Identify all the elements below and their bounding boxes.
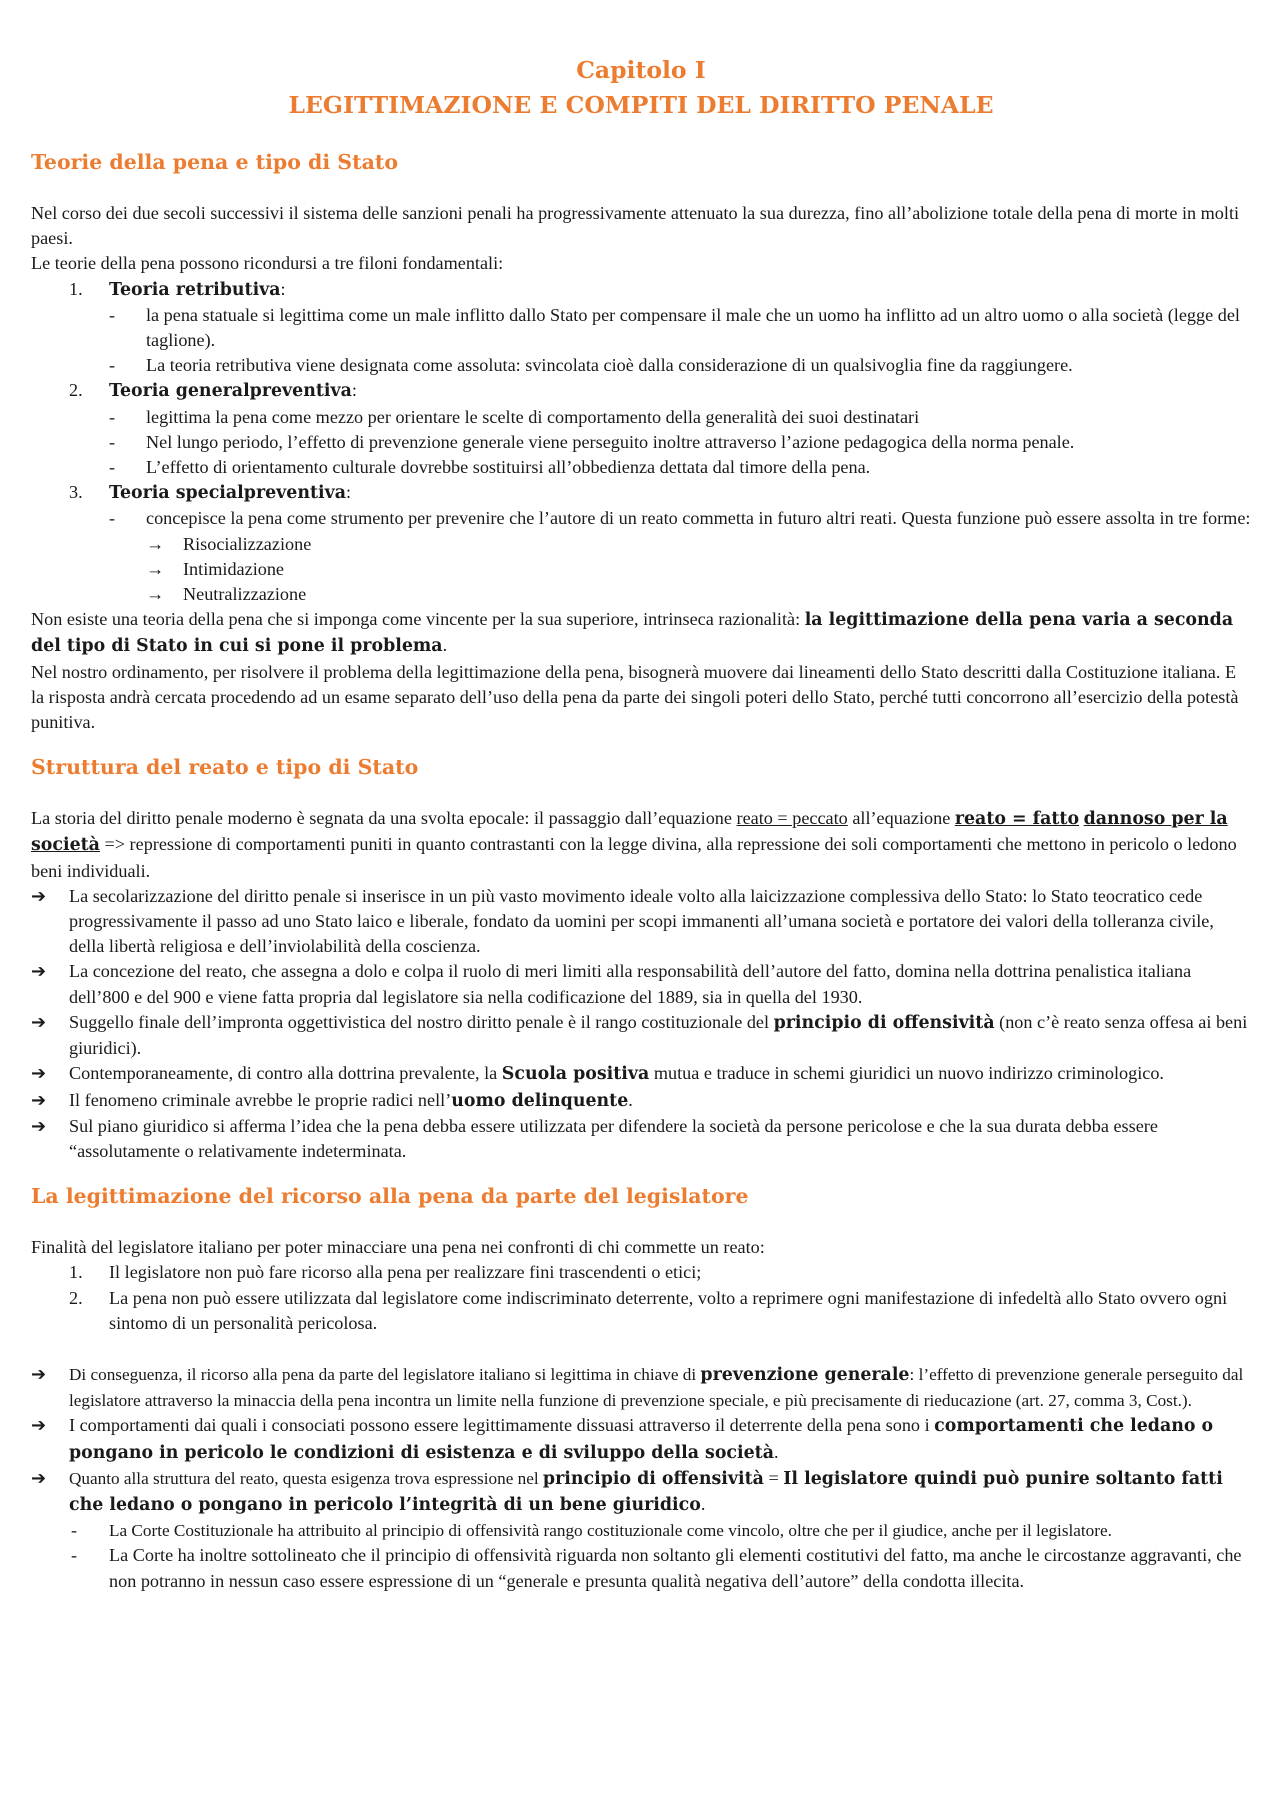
arrow-icon: → — [146, 533, 165, 554]
bullet-arrow-icon: ➔ — [31, 1089, 47, 1111]
arrow-item: → Intimidazione — [31, 557, 1251, 582]
dash-item: - la pena statuale si legittima come un male inflitto dallo Stato per compensare il male che un uomo ha inflitto ad un altro uomo o alla società (legge del taglione). — [109, 304, 1240, 351]
bold-term: principio di offensività — [773, 1012, 995, 1033]
bold-term: dannoso per la società — [31, 809, 1228, 856]
arrow-icon: → — [146, 558, 165, 579]
bullet-arrow-icon: ➔ — [31, 1467, 47, 1489]
section-heading-struttura: Struttura del reato e tipo di Stato — [31, 755, 419, 780]
bullet-item: ➔ I comportamenti dai quali i consociati possono essere legittimamente dissuasi attraverso il deterrente della pena sono i comportamenti che ledano o pongano in pericolo le condizioni di esistenza e di sviluppo della società. — [31, 1415, 1214, 1463]
bullet-arrow-icon: ➔ — [31, 1011, 47, 1033]
bullet-item: ➔ Suggello finale dell’impronta oggettivistica del nostro diritto penale è il rango costituzionale del principio di offensività (non c’è reato senza offesa ai beni giuridici). — [31, 1011, 1248, 1059]
paragraph: Nel corso dei due secoli successivi il sistema delle sanzioni penali ha progressivamente attenuato la sua durezza, fino all’abolizione totale della pena di morte in molti paesi. — [31, 203, 1240, 249]
numbered-item: 1. Il legislatore non può fare ricorso alla pena per realizzare fini trascendenti o etici; — [69, 1262, 702, 1283]
document-page — [31, 52, 1251, 1594]
bullet-item: ➔ Il fenomeno criminale avrebbe le proprie radici nell’uomo delinquente. — [31, 1088, 1251, 1114]
bold-term: Scuola positiva — [501, 1064, 650, 1085]
bullet-item: ➔ Contemporaneamente, di contro alla dottrina prevalente, la Scuola positiva mutua e traduce in schemi giuridici un nuovo indirizzo criminologico. — [31, 1061, 1251, 1087]
bold-term: prevenzione generale — [700, 1364, 910, 1385]
chapter-label: Capitolo I — [576, 56, 706, 84]
bullet-item: ➔ La secolarizzazione del diritto penale si inserisce in un più vasto movimento ideale volto alla laicizzazione complessiva dello Stato: lo Stato teocratico cede progressivamente il passo ad uno Stato laico e liberale, fondato da uomini per scopi immanenti all’umana società e portatore dei valori della tolleranza civile, della libertà religiosa e dell’inviolabilità della coscienza. — [31, 885, 1214, 957]
numbered-item: 1. Teoria retributiva: — [69, 278, 286, 300]
dash-item: - concepisce la pena come strumento per prevenire che l’autore di un reato commetta in futuro altri reati. Questa funzione può essere assolta in tre forme: — [109, 508, 1251, 529]
bullet-arrow-icon: ➔ — [31, 885, 47, 907]
section-heading-teorie: Teorie della pena e tipo di Stato — [31, 150, 398, 174]
bold-term: Teoria specialpreventiva — [109, 483, 346, 504]
bold-term: Il legislatore quindi può punire soltanto fatti che ledano o pongano in pericolo l’integrità di un bene giuridico — [69, 1468, 1223, 1515]
bullet-arrow-icon: ➔ — [31, 1415, 47, 1437]
bold-term: reato = fatto — [954, 809, 1080, 830]
numbered-item: 3. Teoria specialpreventiva: — [69, 482, 352, 504]
dash-item: - legittima la pena come mezzo per orientare le scelte di comportamento della generalità dei suoi destinatari — [109, 406, 920, 427]
bullet-item: ➔ Quanto alla struttura del reato, questa esigenza trova espressione nel principio di offensività = Il legislatore quindi può punire soltanto fatti che ledano o pongano in pericolo l’integrità di un bene giuridico. — [31, 1467, 1223, 1515]
bullet-arrow-icon: ➔ — [31, 1115, 47, 1137]
bold-term: la legittimazione della pena varia a seconda del tipo di Stato in cui si pone il problema — [31, 610, 1234, 657]
arrow-item: → Risocializzazione — [31, 532, 1251, 557]
bullet-item: ➔ Di conseguenza, il ricorso alla pena da parte del legislatore italiano si legittima in chiave di prevenzione generale: l’effetto di prevenzione generale perseguito dal legislatore attraverso la minaccia della pena incontra un limite nella funzione di prevenzione speciale, e più precisamente di rieducazione (art. 27, comma 3, Cost.). — [31, 1363, 1244, 1411]
dash-item: - La teoria retributiva viene designata come assoluta: svincolata cioè dalla considerazione di un qualsivoglia fine da raggiungere. — [109, 355, 1073, 376]
bullet-arrow-icon: ➔ — [31, 1363, 47, 1385]
paragraph: Le teorie della pena possono ricondursi a tre filoni fondamentali: — [31, 253, 504, 274]
arrow-icon: → — [146, 584, 165, 605]
bold-term: principio di offensività — [542, 1468, 764, 1489]
bullet-item: ➔ Sul piano giuridico si afferma l’idea che la pena debba essere utilizzata per difendere la società da persone pericolose e che la sua durata debba essere “assolutamente o relativamente indeterminata. — [31, 1115, 1158, 1161]
bold-term: Teoria generalpreventiva — [109, 381, 352, 402]
paragraph: Nel nostro ordinamento, per risolvere il problema della legittimazione della pena, bisognerà muovere dai lineamenti dello Stato descritti dalla Costituzione italiana. E la risposta andrà cercata procedendo ad un esame separato dell’uso della pena da parte dei singoli poteri dello Stato, perché tutti concorrono all’esercizio della potestà punitiva. — [31, 661, 1239, 733]
bullet-arrow-icon: ➔ — [31, 961, 47, 983]
dash-item: - Nel lungo periodo, l’effetto di prevenzione generale viene perseguito inoltre attraverso l’azione pedagogica della norma penale. — [109, 431, 1075, 452]
paragraph: Non esiste una teoria della pena che si imponga come vincente per la sua superiore, intrinseca razionalità: la legittimazione della pena varia a seconda del tipo di Stato in cui si pone il problema. — [31, 609, 1234, 657]
arrow-item: → Neutralizzazione — [31, 582, 1251, 607]
underlined-text: reato = peccato — [736, 808, 848, 829]
dash-item: - La Corte Costituzionale ha attribuito al principio di offensività rango costituzionale come vincolo, oltre che per il giudice, anche per il legislatore. — [71, 1520, 1112, 1541]
numbered-item: 2. La pena non può essere utilizzata dal legislatore come indiscriminato deterrente, volto a reprimere ogni manifestazione di infedeltà allo Stato ovvero ogni sintomo di un personalità pericolosa. — [69, 1287, 1228, 1333]
section-heading-legittimazione: La legittimazione del ricorso alla pena da parte del legislatore — [31, 1184, 749, 1209]
bullet-arrow-icon: ➔ — [31, 1063, 47, 1085]
bold-term: uomo delinquente — [451, 1090, 629, 1111]
bold-term: comportamenti che ledano o pongano in pericolo le condizioni di esistenza e di sviluppo della società — [69, 1416, 1214, 1463]
bullet-item: ➔ La concezione del reato, che assegna a dolo e colpa il ruolo di meri limiti alla responsabilità dell’autore del fatto, domina nella dottrina penalistica italiana dell’800 e del 900 e viene fatta propria dal legislatore sia nella codificazione del 1889, sia in quella del 1930. — [31, 961, 1192, 1007]
paragraph: La storia del diritto penale moderno è segnata da una svolta epocale: il passaggio dall’equazione reato = peccato all’equazione reato = fatto dannoso per la società => repressione di comportamenti puniti in quanto contrastanti con la legge divina, alla repressione dei soli comportamenti che mettono in pericolo o ledono beni individuali. — [31, 808, 1237, 881]
dash-item: - La Corte ha inoltre sottolineato che il principio di offensività riguarda non soltanto gli elementi costitutivi del fatto, ma anche le circostanze aggravanti, che non potranno in nessun caso essere espressione di un “generale e presunta qualità negativa dell’autore” della condotta illecita. — [71, 1545, 1242, 1591]
paragraph: Finalità del legislatore italiano per poter minacciare una pena nei confronti di chi commette un reato: — [31, 1237, 765, 1258]
chapter-title: LEGITTIMAZIONE E COMPITI DEL DIRITTO PENALE — [288, 91, 994, 119]
numbered-item: 2. Teoria generalpreventiva: — [69, 380, 357, 402]
bold-term: Teoria retributiva — [109, 279, 281, 300]
dash-item: - L’effetto di orientamento culturale dovrebbe sostituirsi all’obbedienza dettata dal timore della pena. — [109, 457, 871, 478]
